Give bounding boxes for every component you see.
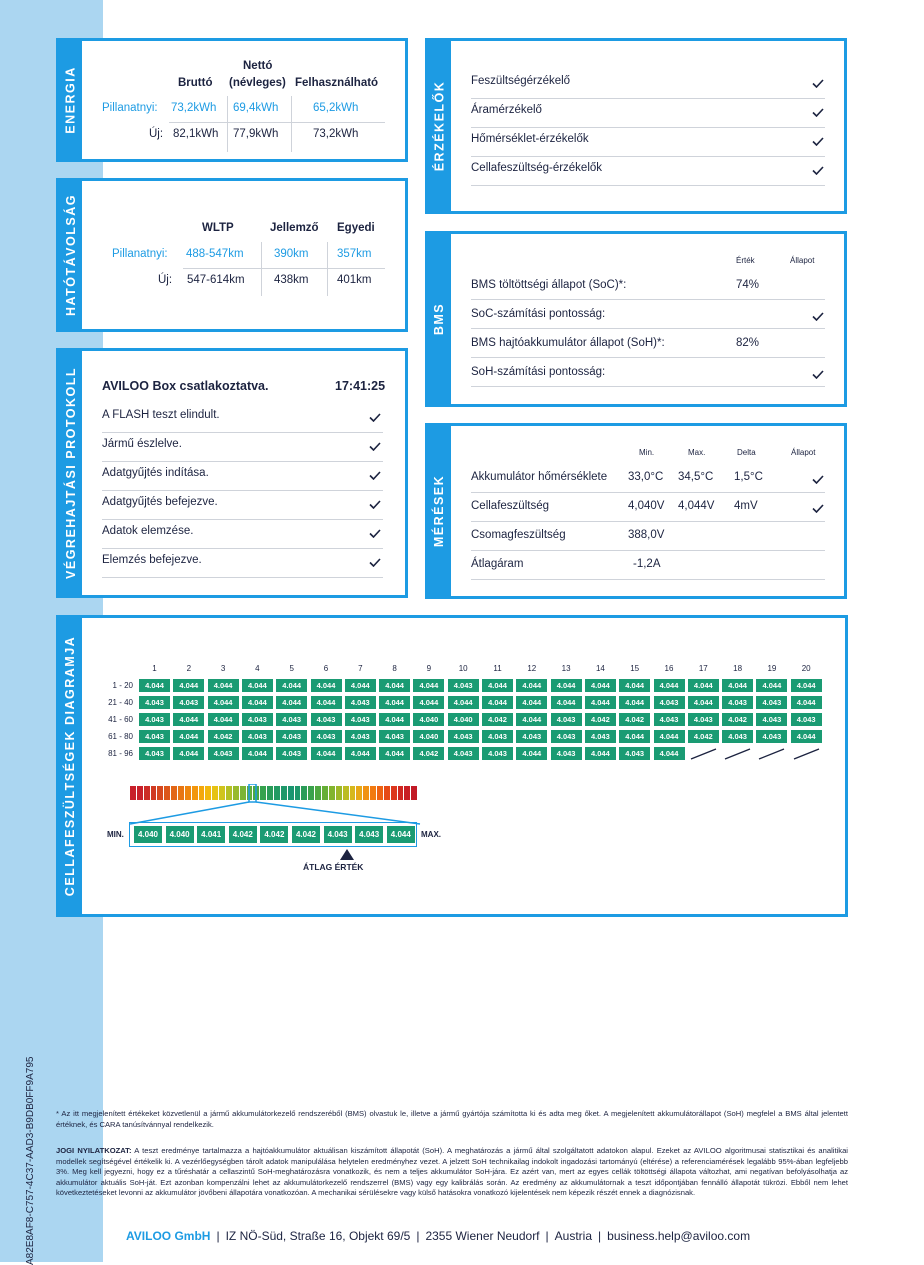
cell-value: 4.044 — [515, 678, 548, 693]
row-header: 61 - 80 — [108, 732, 133, 741]
bms-row-value: 74% — [736, 279, 760, 291]
cell-value: 4.043 — [447, 678, 480, 693]
check-icon — [369, 529, 381, 538]
check-icon — [369, 413, 381, 422]
col-header: 2 — [186, 664, 192, 673]
col-header: 12 — [527, 664, 537, 673]
row-header: 1 - 20 — [112, 681, 133, 690]
protocol-panel — [56, 348, 408, 598]
col-header: 6 — [323, 664, 329, 673]
cell-value: 4.044 — [172, 746, 205, 761]
check-icon — [812, 504, 824, 513]
divider — [471, 98, 825, 99]
range-head-individual: Egyedi — [337, 222, 375, 234]
sensor-item: Feszültségérzékelő — [471, 75, 571, 87]
range-row2-label: Új: — [158, 274, 173, 286]
cell-value: 4.043 — [207, 746, 240, 761]
divider — [471, 328, 825, 329]
sensor-item: Cellafeszültség-érzékelők — [471, 162, 603, 174]
sensor-item: Áramérzékelő — [471, 104, 542, 116]
cell-value: 4.044 — [790, 678, 823, 693]
measure-head-min: Min. — [639, 448, 655, 457]
range-row1-individual: 357km — [337, 248, 372, 260]
cell-value: 4.043 — [275, 712, 308, 727]
measure-row-name: Akkumulátor hőmérséklete — [471, 471, 608, 483]
protocol-item: Adatgyűjtés indítása. — [102, 467, 209, 479]
check-icon — [812, 79, 824, 88]
range-row1-typical: 390km — [274, 248, 309, 260]
check-icon — [369, 471, 381, 480]
cell-value: 4.044 — [344, 746, 377, 761]
disclaimer — [56, 1146, 848, 1199]
protocol-label: VÉGREHAJTÁSI PROTOKOLL — [59, 351, 82, 595]
footer-email[interactable]: business.help@aviloo.com — [607, 1229, 751, 1243]
energy-head-netto2: (névleges) — [229, 77, 286, 89]
cell-value: 4.044 — [790, 695, 823, 710]
sensors-label: ÉRZÉKELŐK — [428, 41, 451, 211]
measure-head-delta: Delta — [737, 448, 756, 457]
cell-value: 4.044 — [481, 695, 514, 710]
cell-value: 4.044 — [515, 746, 548, 761]
cell-value: 4.043 — [755, 712, 788, 727]
divider — [471, 521, 825, 522]
cell-value: 4.042 — [481, 712, 514, 727]
document-id: A82E8AF8-C757-4C37-AAD3-B9DB0FF9A795 — [25, 1056, 36, 1265]
cell-value: 4.044 — [618, 729, 651, 744]
empty-cell-mark — [755, 746, 788, 761]
measure-label: MÉRÉSEK — [428, 426, 451, 596]
cell-value: 4.044 — [515, 712, 548, 727]
row-header: 81 - 96 — [108, 749, 133, 758]
cell-value: 4.044 — [344, 678, 377, 693]
footer-address1: IZ NÖ-Süd, Straße 16, Objekt 69/5 — [225, 1229, 411, 1243]
cell-value: 4.042 — [618, 712, 651, 727]
cell-value: 4.043 — [550, 729, 583, 744]
scale-cell: 4.042 — [259, 825, 289, 844]
measure-row-min: 4,040V — [628, 500, 665, 512]
cell-value: 4.044 — [618, 695, 651, 710]
measure-panel — [425, 423, 847, 599]
protocol-item: Adatgyűjtés befejezve. — [102, 496, 218, 508]
energy-row1-netto: 69,4kWh — [233, 102, 279, 114]
check-icon — [812, 108, 824, 117]
cell-value: 4.040 — [412, 729, 445, 744]
bms-label: BMS — [428, 234, 451, 404]
avg-label: ÁTLAG ÉRTÉK — [303, 862, 364, 872]
measure-row-name: Cellafeszültség — [471, 500, 549, 512]
scale-cell: 4.043 — [354, 825, 384, 844]
energy-head-netto: Nettó — [243, 60, 273, 72]
energy-panel — [56, 38, 408, 162]
divider — [471, 299, 825, 300]
cell-value: 4.043 — [447, 729, 480, 744]
range-label: HATÓTÁVOLSÁG — [59, 181, 82, 329]
bms-panel — [425, 231, 847, 407]
divider — [471, 492, 825, 493]
cell-value: 4.043 — [618, 746, 651, 761]
bms-row-name: BMS töltöttségi állapot (SoC)*: — [471, 279, 627, 291]
cell-value: 4.044 — [412, 695, 445, 710]
measure-head-state: Állapot — [791, 448, 816, 457]
disclaimer-body: A teszt eredménye tartalmazza a hajtóakkumulátor aktuálisan kiszámított állapotát (SoH). A meghatározás a jármű által szolgáltatott adatokon alapul. Ezeket az AVILOO algoritmusai statisztikai és analitikai modellek segítségével értékelik ki. A vezérlőegységben tárolt adatok manipulálása helytelen eredményhez vezet. A jelzett SoH technikailag indokolt ingadozási tartományú (eltérése) a referenciamérések legalább 95%-ában legfeljebb 3%. Meg kell jegyezni, hogy ez a tűréshatár a cellaszintű SoH-meghatározásra vonatkozik, és nem a teljes akkumulátor SoH-jára. Ez azért van, mert az egyes cellák töltöttségi állapota változhat, ami negatívan befolyásolhatja az akkumulátor aktuális SoH-ját. Ezt azonban kompenzálni lehet az akkumulátorkezelő rendszerrel (BMS) vagy egy kalibrálás során. Az eredmény az akkumulátornak a teszt időpontjában fennálló állapotát tükrözi. Ebből nem lehet következtetéseket levonni az akkumulátor jövőbeni állapotára vonatkozóan. A mechanikai sérülésekre vagy külső hatásokra vonatkozó kijelentések nem képezik részét ennek a diagnózisnak. — [56, 1146, 848, 1197]
cell-value: 4.042 — [412, 746, 445, 761]
cell-value: 4.043 — [481, 729, 514, 744]
protocol-item: A FLASH teszt elindult. — [102, 409, 220, 421]
row-header: 21 - 40 — [108, 698, 133, 707]
cell-value: 4.043 — [378, 729, 411, 744]
cell-value: 4.044 — [241, 678, 274, 693]
cell-value: 4.044 — [481, 678, 514, 693]
bms-row-value: 82% — [736, 337, 760, 349]
divider — [102, 490, 383, 491]
cell-value: 4.044 — [687, 678, 720, 693]
cell-value: 4.044 — [241, 746, 274, 761]
scale-min-label: MIN. — [107, 830, 124, 839]
range-panel — [56, 178, 408, 332]
empty-cell-mark — [687, 746, 720, 761]
cell-value: 4.044 — [138, 678, 171, 693]
energy-row1-label: Pillanatnyi: — [102, 102, 158, 114]
cell-value: 4.043 — [755, 729, 788, 744]
protocol-item: Jármű észlelve. — [102, 438, 182, 450]
col-header: 15 — [630, 664, 640, 673]
cell-value: 4.044 — [310, 678, 343, 693]
cell-value: 4.043 — [138, 729, 171, 744]
empty-cell-mark — [721, 746, 754, 761]
avg-marker-icon — [340, 849, 354, 860]
cell-value: 4.044 — [378, 746, 411, 761]
check-icon — [369, 442, 381, 451]
check-icon — [369, 500, 381, 509]
measure-row-min: -1,2A — [633, 558, 661, 570]
protocol-title: AVILOO Box csatlakoztatva. — [102, 379, 269, 393]
measure-row-min: 33,0°C — [628, 471, 664, 483]
scale-cell: 4.040 — [133, 825, 163, 844]
cell-value: 4.044 — [584, 746, 617, 761]
cell-value: 4.040 — [447, 712, 480, 727]
cell-value: 4.042 — [721, 712, 754, 727]
energy-row1-usable: 65,2kWh — [313, 102, 359, 114]
divider — [471, 156, 825, 157]
bms-row-name: SoH-számítási pontosság: — [471, 366, 606, 378]
col-header: 10 — [458, 664, 468, 673]
check-icon — [812, 166, 824, 175]
check-icon — [812, 370, 824, 379]
col-header: 5 — [289, 664, 294, 673]
divider — [102, 548, 383, 549]
cell-value: 4.043 — [550, 712, 583, 727]
cell-value: 4.044 — [584, 695, 617, 710]
protocol-item: Adatok elemzése. — [102, 525, 194, 537]
cell-value: 4.044 — [447, 695, 480, 710]
check-icon — [812, 475, 824, 484]
divider — [471, 127, 825, 128]
cell-value: 4.043 — [721, 695, 754, 710]
divider — [471, 357, 825, 358]
cell-value: 4.043 — [653, 695, 686, 710]
col-header: 13 — [561, 664, 571, 673]
cell-value: 4.044 — [275, 678, 308, 693]
divider — [102, 519, 383, 520]
cell-value: 4.044 — [172, 712, 205, 727]
measure-row-name: Átlagáram — [471, 558, 524, 570]
col-header: 8 — [392, 664, 397, 673]
sensors-panel — [425, 38, 847, 214]
cell-value: 4.043 — [241, 712, 274, 727]
cell-value: 4.044 — [618, 678, 651, 693]
measure-row-delta: 1,5°C — [734, 471, 763, 483]
cell-value: 4.043 — [275, 729, 308, 744]
measure-row-min: 388,0V — [628, 529, 665, 541]
cell-value: 4.042 — [584, 712, 617, 727]
footer: AVILOO GmbH | IZ NÖ-Süd, Straße 16, Objekt 69/5 | 2355 Wiener Neudorf | Austria | business.help@aviloo.com — [126, 1229, 751, 1243]
col-header: 20 — [801, 664, 811, 673]
footnote: * Az itt megjelenített értékeket közvetlenül a jármű akkumulátorkezelő rendszeréből (BMS) olvastuk le, illetve a jármű gyártója számította ki és adta meg őket. A megjelenített akkumulátorállapot (SoH) megfelel a BMS által jelentett értéknek, és CARA tanúsítvánnyal rendelkezik. — [56, 1109, 848, 1129]
cell-value: 4.043 — [550, 746, 583, 761]
divider — [471, 185, 825, 186]
col-header: 11 — [493, 664, 502, 673]
cell-value: 4.043 — [172, 695, 205, 710]
cells-label: CELLAFESZÜLTSÉGEK DIAGRAMJA — [59, 618, 82, 914]
bms-row-name: BMS hajtóakkumulátor állapot (SoH)*: — [471, 337, 665, 349]
cells-panel — [56, 615, 848, 917]
scale-cell: 4.040 — [165, 825, 195, 844]
cell-value: 4.044 — [241, 695, 274, 710]
cell-value: 4.044 — [310, 746, 343, 761]
range-head-wltp: WLTP — [202, 222, 234, 234]
col-header: 4 — [255, 664, 260, 673]
col-header: 16 — [664, 664, 674, 673]
sensor-item: Hőmérséklet-érzékelők — [471, 133, 589, 145]
col-header: 9 — [426, 664, 432, 673]
scale-cell: 4.044 — [386, 825, 416, 844]
range-row2-individual: 401km — [337, 274, 372, 286]
col-header: 3 — [220, 664, 226, 673]
energy-label: ENERGIA — [59, 41, 82, 159]
cell-value: 4.043 — [584, 729, 617, 744]
check-icon — [812, 137, 824, 146]
cell-value: 4.043 — [138, 746, 171, 761]
energy-row2-brutto: 82,1kWh — [173, 128, 219, 140]
disclaimer-title: JOGI NYILATKOZAT: — [56, 1146, 132, 1155]
cell-value: 4.043 — [241, 729, 274, 744]
protocol-item: Elemzés befejezve. — [102, 554, 202, 566]
cell-value: 4.042 — [687, 729, 720, 744]
cell-value: 4.044 — [721, 678, 754, 693]
cell-value: 4.044 — [550, 678, 583, 693]
range-row2-wltp: 547-614km — [187, 274, 245, 286]
cell-value: 4.043 — [344, 729, 377, 744]
cell-value: 4.040 — [412, 712, 445, 727]
scale-cell: 4.042 — [228, 825, 258, 844]
scale-max-label: MAX. — [421, 830, 441, 839]
energy-head-usable: Felhasználható — [295, 77, 379, 89]
cell-value: 4.044 — [515, 695, 548, 710]
energy-row1-brutto: 73,2kWh — [171, 102, 217, 114]
check-icon — [812, 312, 824, 321]
divider — [102, 577, 383, 578]
energy-row2-usable: 73,2kWh — [313, 128, 359, 140]
cell-value: 4.043 — [653, 712, 686, 727]
measure-head-max: Max. — [688, 448, 706, 457]
cell-value: 4.044 — [172, 729, 205, 744]
cell-value: 4.043 — [310, 712, 343, 727]
bms-head-value: Érték — [736, 256, 755, 265]
col-header: 19 — [767, 664, 777, 673]
measure-row-name: Csomagfeszültség — [471, 529, 566, 541]
cell-value: 4.044 — [275, 695, 308, 710]
energy-row2-netto: 77,9kWh — [233, 128, 279, 140]
cell-value: 4.043 — [344, 712, 377, 727]
cell-value: 4.044 — [653, 729, 686, 744]
check-icon — [369, 558, 381, 567]
cell-value: 4.043 — [344, 695, 377, 710]
footer-country: Austria — [554, 1229, 593, 1243]
cell-value: 4.043 — [515, 729, 548, 744]
cell-value: 4.044 — [310, 695, 343, 710]
cell-value: 4.044 — [378, 678, 411, 693]
cell-value: 4.042 — [207, 729, 240, 744]
energy-row2-label: Új: — [149, 128, 164, 140]
cell-value: 4.043 — [687, 712, 720, 727]
cell-value: 4.044 — [207, 712, 240, 727]
measure-row-max: 34,5°C — [678, 471, 714, 483]
divider — [471, 550, 825, 551]
cell-value: 4.044 — [207, 695, 240, 710]
energy-head-brutto: Bruttó — [178, 77, 213, 89]
cell-value: 4.044 — [653, 678, 686, 693]
divider — [102, 432, 383, 433]
cell-value: 4.043 — [310, 729, 343, 744]
scale-cell: 4.041 — [196, 825, 226, 844]
cell-value: 4.043 — [721, 729, 754, 744]
cell-value: 4.044 — [653, 746, 686, 761]
cell-value: 4.043 — [790, 712, 823, 727]
range-head-typical: Jellemző — [270, 222, 319, 234]
measure-row-max: 4,044V — [678, 500, 715, 512]
divider — [471, 579, 825, 580]
bms-row-name: SoC-számítási pontosság: — [471, 308, 606, 320]
cell-value: 4.044 — [412, 678, 445, 693]
cell-value: 4.044 — [790, 729, 823, 744]
col-header: 14 — [595, 664, 605, 673]
bms-head-state: Állapot — [790, 256, 815, 265]
scale-cell: 4.042 — [291, 825, 321, 844]
row-header: 41 - 60 — [108, 715, 133, 724]
cell-value: 4.044 — [755, 678, 788, 693]
range-row2-typical: 438km — [274, 274, 309, 286]
cell-value: 4.043 — [755, 695, 788, 710]
cell-value: 4.044 — [687, 695, 720, 710]
cell-value: 4.044 — [584, 678, 617, 693]
cell-value: 4.044 — [378, 712, 411, 727]
col-header: 7 — [358, 664, 363, 673]
protocol-time: 17:41:25 — [335, 379, 386, 393]
divider — [102, 461, 383, 462]
cell-value: 4.043 — [275, 746, 308, 761]
measure-row-delta: 4mV — [734, 500, 758, 512]
cell-value: 4.044 — [378, 695, 411, 710]
empty-cell-mark — [790, 746, 823, 761]
scale-cell: 4.043 — [323, 825, 353, 844]
range-row1-label: Pillanatnyi: — [112, 248, 168, 260]
cell-value: 4.043 — [447, 746, 480, 761]
cell-value: 4.043 — [481, 746, 514, 761]
col-header: 17 — [698, 664, 708, 673]
divider — [471, 386, 825, 387]
cell-value: 4.044 — [172, 678, 205, 693]
footer-company: AVILOO GmbH — [126, 1229, 211, 1243]
cell-value: 4.043 — [138, 695, 171, 710]
footer-address2: 2355 Wiener Neudorf — [425, 1229, 540, 1243]
cell-value: 4.043 — [138, 712, 171, 727]
col-header: 18 — [733, 664, 743, 673]
cell-value: 4.044 — [207, 678, 240, 693]
col-header: 1 — [152, 664, 157, 673]
range-row1-wltp: 488-547km — [186, 248, 244, 260]
cell-value: 4.044 — [550, 695, 583, 710]
